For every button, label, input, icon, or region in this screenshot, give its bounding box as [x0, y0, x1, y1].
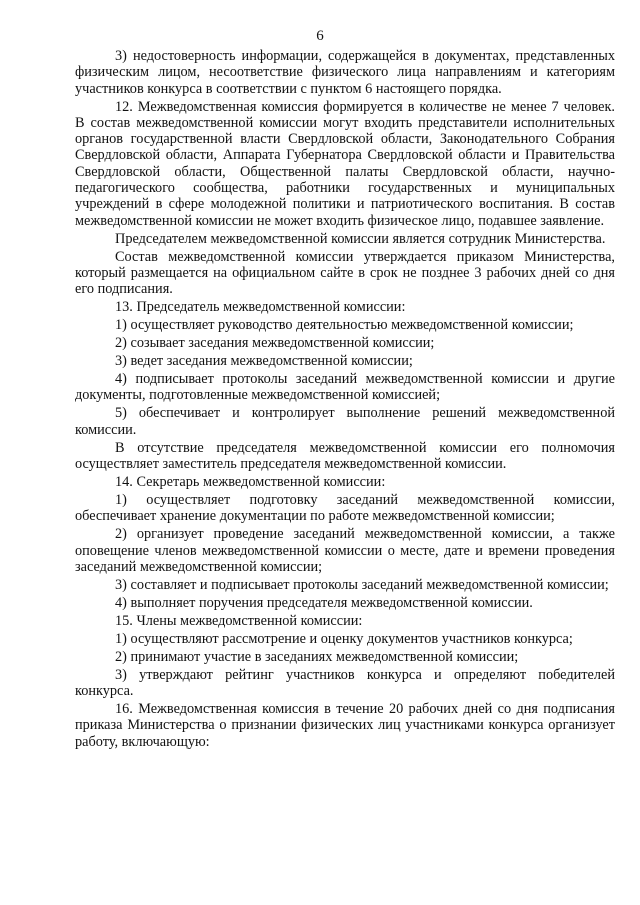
paragraph: Состав межведомственной комиссии утверждается приказом Министерства, который размещается на официальном сайте в срок не позднее 3 рабочих дней со дня его подписания. [75, 248, 615, 298]
paragraph: 2) созывает заседания межведомственной комиссии; [115, 335, 435, 352]
paragraph: Председателем межведомственной комиссии является сотрудник Министерства. [115, 230, 606, 247]
paragraph: 1) осуществляют рассмотрение и оценку документов участников конкурса; [115, 630, 573, 647]
paragraph: 2) организует проведение заседаний межведомственной комиссии, а также оповещение членов межведомственной комиссии о месте, дате и времени проведения заседаний межведомственной комиссии; [75, 526, 615, 575]
paragraph: 12. Межведомственная комиссия формируется в количестве не менее 7 человек. В состав межведомственной комиссии могут входить представители исполнительных органов государственной власти Свердловской области, Законодательного Собрания Свердловской области, Аппарата Губернатора Свердловской области и Правительства Свердловской области, Общественной палаты Свердловской области, научно-педагогического сообщества, работники государственных и муниципальных учреждений в сфере молодежной политики и патриотического воспитания. В состав межведомственной комиссии не может входить физическое лицо, подавшее заявление. [75, 98, 615, 229]
paragraph: 1) осуществляет подготовку заседаний межведомственной комиссии, обеспечивает хранение документации по работе межведомственной комиссии; [75, 491, 615, 525]
paragraph: 1) осуществляет руководство деятельностью межведомственной комиссии; [115, 317, 574, 334]
paragraph: 5) обеспечивает и контролирует выполнение решений межведомственной комиссии. [75, 405, 615, 438]
paragraph: 15. Члены межведомственной комиссии: [115, 612, 363, 629]
page-number: 6 [316, 28, 324, 44]
paragraph: 4) выполняет поручения председателя межведомственной комиссии. [115, 594, 533, 611]
paragraph: 2) принимают участие в заседаниях межведомственной комиссии; [115, 648, 519, 665]
paragraph: 3) ведет заседания межведомственной комиссии; [115, 353, 413, 370]
paragraph: 4) подписывает протоколы заседаний межведомственной комиссии и другие документы, подготовленные межведомственной комиссией; [75, 371, 615, 404]
paragraph: 3) составляет и подписывает протоколы заседаний межведомственной комиссии; [115, 576, 609, 593]
paragraph: 13. Председатель межведомственной комиссии: [115, 299, 406, 316]
paragraph: В отсутствие председателя межведомственной комиссии его полномочия осуществляет заместитель председателя межведомственной комиссии. [75, 439, 615, 472]
document-body [75, 48, 615, 752]
paragraph: 16. Межведомственная комиссия в течение 20 рабочих дней со дня подписания приказа Министерства о признании физических лиц участниками конкурса организует работу, включающую: [75, 701, 615, 750]
paragraph: 3) утверждают рейтинг участников конкурса и определяют победителей конкурса. [75, 666, 615, 700]
paragraph: 3) недостоверность информации, содержащейся в документах, представленных физическим лицом, несоответствие физического лица направлениям и категориям участников конкурса в соответствии с пунктом 6 настоящего порядка. [75, 48, 615, 97]
paragraph: 14. Секретарь межведомственной комиссии: [115, 473, 386, 490]
